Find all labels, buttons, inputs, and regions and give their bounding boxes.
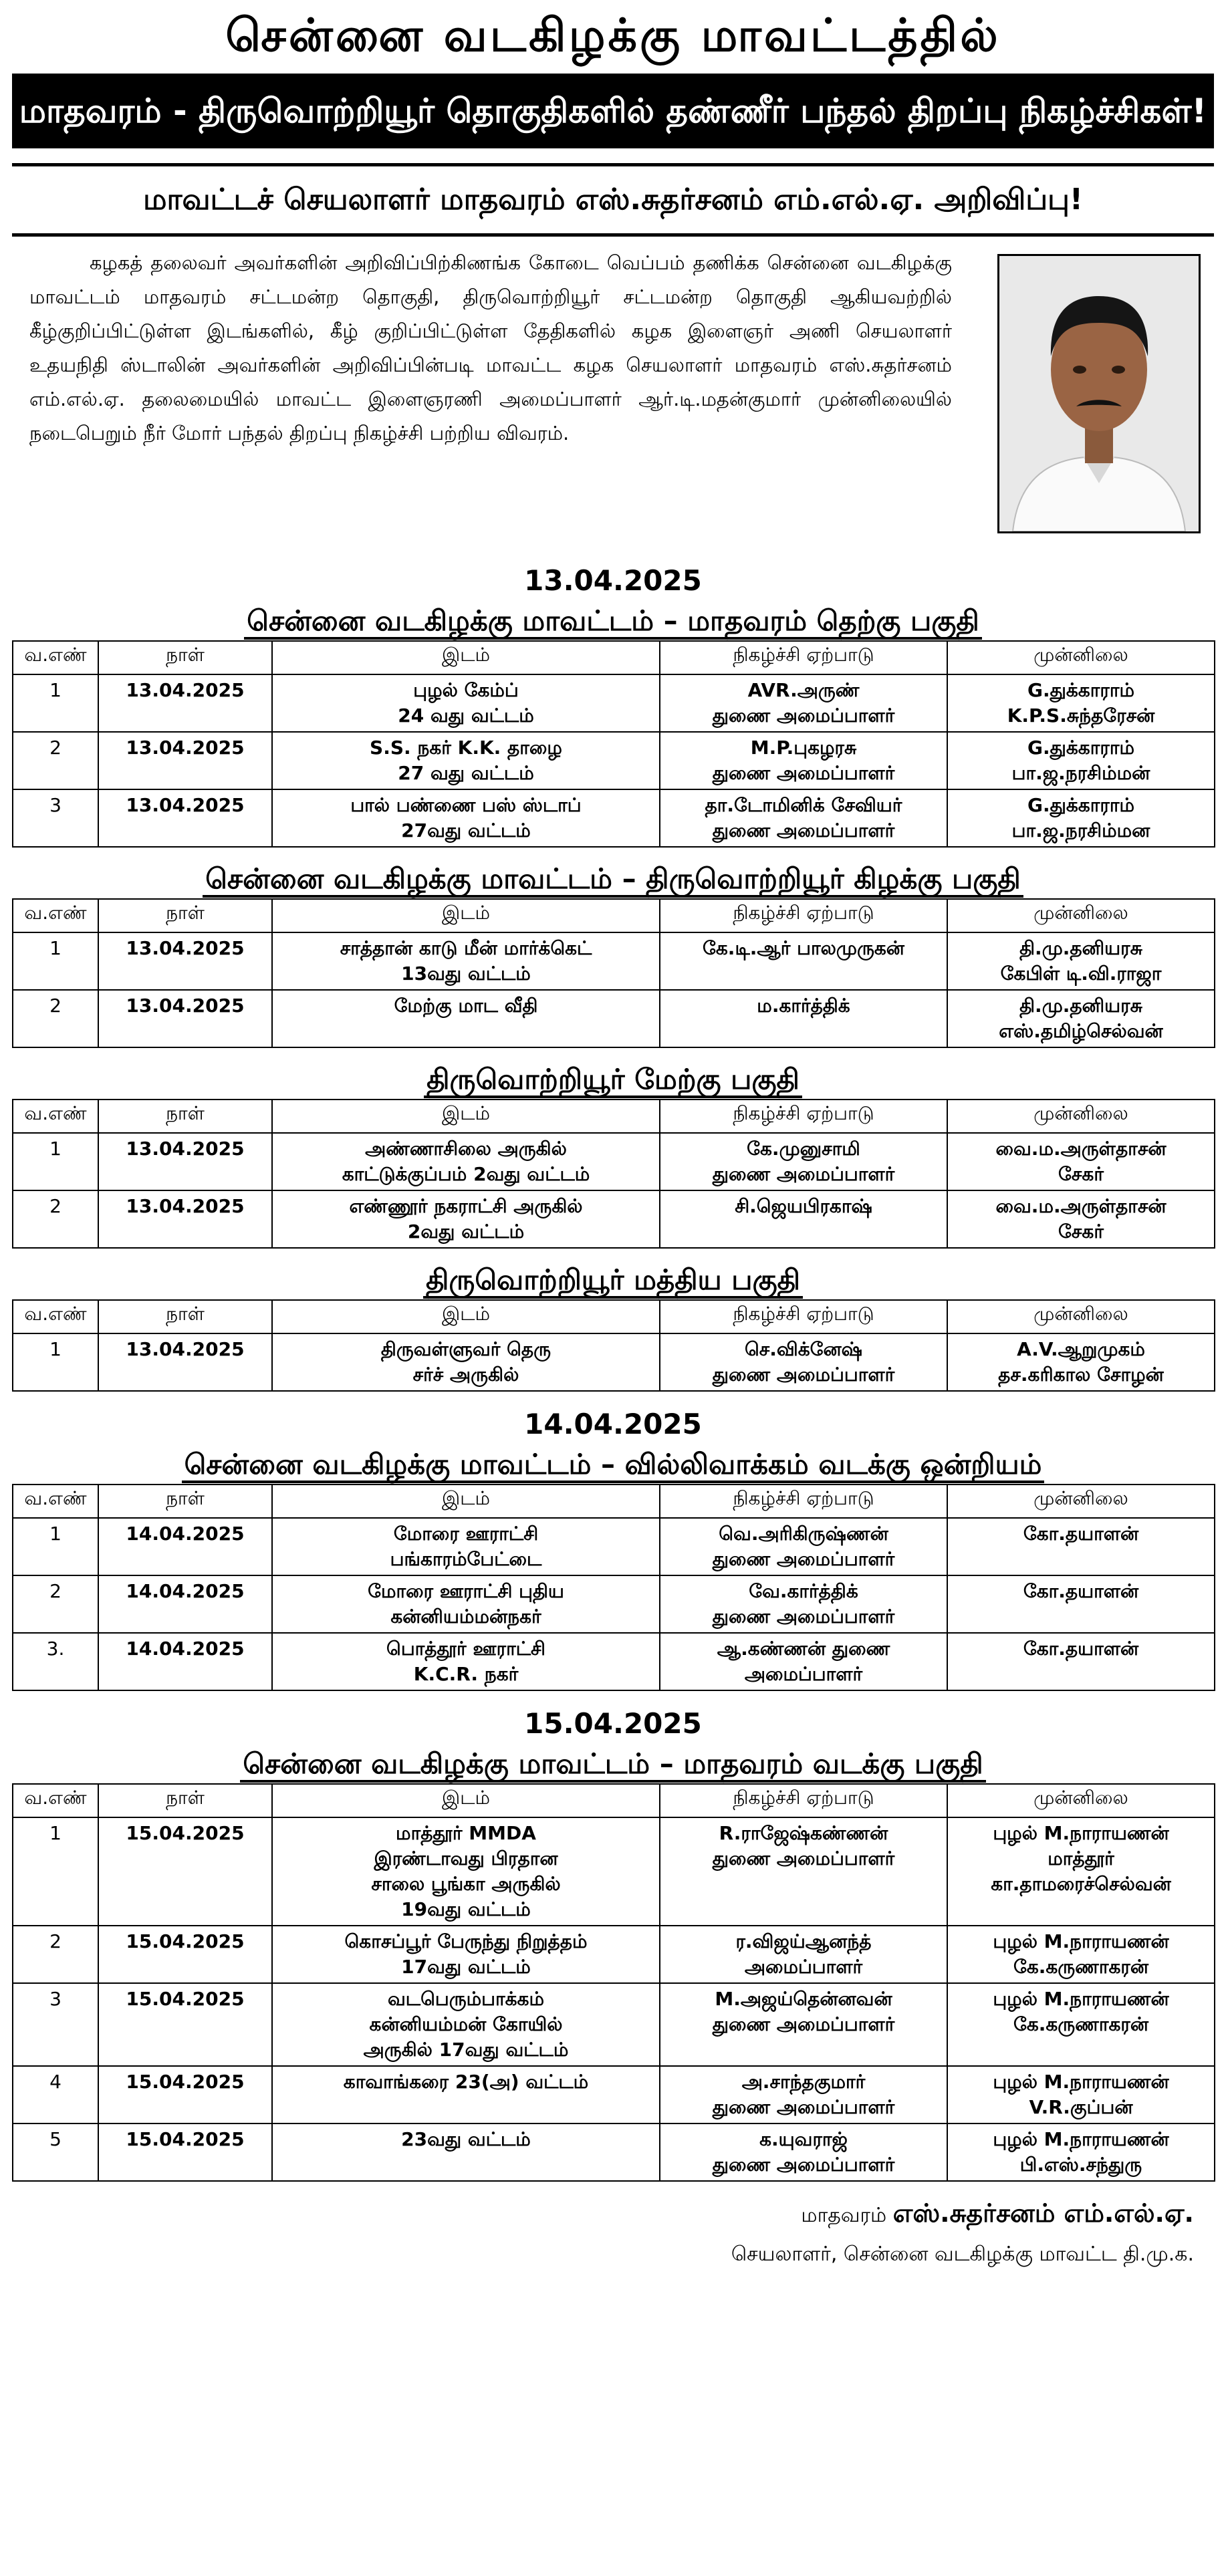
headline-event: மாதவரம் - திருவொற்றியூர் தொகுதிகளில் தண்ணீர் பந்தல் திறப்பு நிகழ்ச்சிகள்!: [12, 74, 1214, 148]
column-header: நாள்: [98, 899, 272, 932]
table-row: [13, 932, 1215, 990]
table-cell: 14.04.2025: [98, 1518, 272, 1575]
table-row: [13, 990, 1215, 1047]
table-row: [13, 1926, 1215, 1983]
table-cell: 15.04.2025: [98, 1817, 272, 1926]
table-cell: 13.04.2025: [98, 674, 272, 732]
table-cell: புழல் கேம்ப் 24 வது வட்டம்: [272, 674, 660, 732]
table-cell: 1: [13, 1133, 98, 1190]
table-cell: 15.04.2025: [98, 1926, 272, 1983]
table-row: [13, 1817, 1215, 1926]
table-cell: புழல் M.நாராயணன் கே.கருணாகரன்: [947, 1926, 1215, 1983]
table-row: [13, 2123, 1215, 2181]
section-title-text: திருவொற்றியூர் மேற்கு பகுதி: [424, 1063, 802, 1098]
column-header: முன்னிலை: [947, 899, 1215, 932]
schedule-table: [12, 1299, 1215, 1392]
table-cell: மோரை ஊராட்சி பங்காரம்பேட்டை: [272, 1518, 660, 1575]
table-cell: மோரை ஊராட்சி புதிய கன்னியம்மன்நகர்: [272, 1575, 660, 1633]
column-header: நிகழ்ச்சி ஏற்பாடு: [660, 1300, 947, 1333]
section-title: [12, 602, 1214, 640]
column-header: நாள்: [98, 1784, 272, 1817]
table-cell: எண்ணூர் நகராட்சி அருகில் 2வது வட்டம்: [272, 1190, 660, 1248]
table-header-row: [13, 1784, 1215, 1817]
table-cell: 1: [13, 932, 98, 990]
table-cell: புழல் M.நாராயணன் கே.கருணாகரன்: [947, 1983, 1215, 2066]
table-cell: கே.முனுசாமி துணை அமைப்பாளர்: [660, 1133, 947, 1190]
table-cell: கோ.தயாளன்: [947, 1633, 1215, 1690]
column-header: நிகழ்ச்சி ஏற்பாடு: [660, 641, 947, 674]
table-cell: சி.ஜெயபிரகாஷ்: [660, 1190, 947, 1248]
headline-district: சென்னை வடகிழக்கு மாவட்டத்தில்: [225, 9, 1001, 62]
table-cell: 1: [13, 674, 98, 732]
table-row: [13, 1983, 1215, 2066]
section-title: [12, 1060, 1214, 1099]
table-cell: 14.04.2025: [98, 1633, 272, 1690]
column-header: நாள்: [98, 1300, 272, 1333]
table-cell: 4: [13, 2066, 98, 2123]
table-cell: வடபெரும்பாக்கம் கன்னியம்மன் கோயில் அருகில் 17வது வட்டம்: [272, 1983, 660, 2066]
signature-block: [12, 2194, 1214, 2274]
table-cell: பொத்தூர் ஊராட்சி K.C.R. நகர்: [272, 1633, 660, 1690]
table-cell: வே.கார்த்திக் துணை அமைப்பாளர்: [660, 1575, 947, 1633]
table-cell: தி.மு.தனியரசு கேபிள் டி.வி.ராஜா: [947, 932, 1215, 990]
column-header: வ.எண்: [13, 1485, 98, 1518]
column-header: நாள்: [98, 1100, 272, 1133]
column-header: நிகழ்ச்சி ஏற்பாடு: [660, 1100, 947, 1133]
table-cell: கோ.தயாளன்: [947, 1518, 1215, 1575]
table-row: [13, 674, 1215, 732]
schedule-table: [12, 1783, 1215, 2182]
table-cell: வை.ம.அருள்தாசன் சேகர்: [947, 1190, 1215, 1248]
column-header: நாள்: [98, 1485, 272, 1518]
table-cell: 13.04.2025: [98, 1133, 272, 1190]
column-header: முன்னிலை: [947, 1784, 1215, 1817]
table-header-row: [13, 641, 1215, 674]
column-header: முன்னிலை: [947, 641, 1215, 674]
table-cell: ஆ.கண்ணன் துணை அமைப்பாளர்: [660, 1633, 947, 1690]
section-title-text: சென்னை வடகிழக்கு மாவட்டம் – திருவொற்றியூர் கிழக்கு பகுதி: [203, 862, 1023, 898]
table-row: [13, 2066, 1215, 2123]
table-cell: செ.விக்னேஷ் துணை அமைப்பாளர்: [660, 1333, 947, 1391]
table-cell: 15.04.2025: [98, 1983, 272, 2066]
column-header: வ.எண்: [13, 899, 98, 932]
schedule-table: [12, 1099, 1215, 1249]
table-cell: 15.04.2025: [98, 2066, 272, 2123]
table-cell: G.துக்காராம் K.P.S.சுந்தரேசன்: [947, 674, 1215, 732]
section-title: [12, 1261, 1214, 1299]
signature-name: எஸ்.சுதர்சனம் எம்.எல்.ஏ.: [892, 2198, 1194, 2228]
column-header: இடம்: [272, 899, 660, 932]
table-cell: கே.டி.ஆர் பாலமுருகன்: [660, 932, 947, 990]
table-cell: 2: [13, 1926, 98, 1983]
intro-paragraph: கழகத் தலைவர் அவர்களின் அறிவிப்பிற்கிணங்க கோடை வெப்பம் தணிக்க சென்னை வடகிழக்கு மாவட்டம் மாதவரம் சட்டமன்ற தொகுதி, திருவொற்றியூர் சட்டமன்ற தொகுதி ஆகியவற்றில் கீழ்குறிப்பிட்டுள்ள இடங்களில், கீழ் குறிப்பிட்டுள்ள தேதிகளில் கழக இளைஞர் அணி செயலாளர் உதயநிதி ஸ்டாலின் அவர்களின் அறிவிப்பின்படி மாவட்ட கழக செயலாளர் மாதவரம் எஸ்.சுதர்சனம் எம்.எல்.ஏ. தலைமையில் மாவட்ட இளைஞரணி அமைப்பாளர் ஆர்.டி.மதன்குமார் முன்னிலையில் நடைபெறும் நீர் மோர் பந்தல் திறப்பு நிகழ்ச்சி பற்றிய விவரம்.: [29, 251, 952, 444]
table-header-row: [13, 1100, 1215, 1133]
schedule-table: [12, 898, 1215, 1048]
schedule-table: [12, 640, 1215, 848]
column-header: இடம்: [272, 1784, 660, 1817]
table-cell: 13.04.2025: [98, 1333, 272, 1391]
table-cell: ர.விஜய்ஆனந்த் அமைப்பாளர்: [660, 1926, 947, 1983]
column-header: நாள்: [98, 641, 272, 674]
table-cell: M.அஜய்தென்னவன் துணை அமைப்பாளர்: [660, 1983, 947, 2066]
table-cell: கோ.தயாளன்: [947, 1575, 1215, 1633]
table-cell: 13.04.2025: [98, 789, 272, 847]
table-cell: மேற்கு மாட வீதி: [272, 990, 660, 1047]
section-title-text: சென்னை வடகிழக்கு மாவட்டம் – மாதவரம் தெற்கு பகுதி: [244, 604, 982, 640]
table-row: [13, 732, 1215, 789]
table-cell: 13.04.2025: [98, 990, 272, 1047]
date-heading: 15.04.2025: [524, 1707, 702, 1740]
table-header-row: [13, 1485, 1215, 1518]
table-cell: 2: [13, 990, 98, 1047]
column-header: முன்னிலை: [947, 1300, 1215, 1333]
column-header: வ.எண்: [13, 1100, 98, 1133]
table-cell: திருவள்ளுவர் தெரு சர்ச் அருகில்: [272, 1333, 660, 1391]
column-header: இடம்: [272, 641, 660, 674]
table-cell: அ.சாந்தகுமார் துணை அமைப்பாளர்: [660, 2066, 947, 2123]
column-header: வ.எண்: [13, 641, 98, 674]
column-header: நிகழ்ச்சி ஏற்பாடு: [660, 1784, 947, 1817]
table-cell: 23வது வட்டம்: [272, 2123, 660, 2181]
column-header: வ.எண்: [13, 1784, 98, 1817]
table-cell: மாத்தூர் MMDA இரண்டாவது பிரதான சாலை பூங்கா அருகில் 19வது வட்டம்: [272, 1817, 660, 1926]
column-header: இடம்: [272, 1485, 660, 1518]
table-cell: புழல் M.நாராயணன் V.R.குப்பன்: [947, 2066, 1215, 2123]
signature-role: செயலாளர், சென்னை வடகிழக்கு மாவட்ட தி.மு.க.: [731, 2242, 1194, 2266]
table-cell: 3: [13, 1983, 98, 2066]
table-row: [13, 1333, 1215, 1391]
table-row: [13, 789, 1215, 847]
column-header: முன்னிலை: [947, 1485, 1215, 1518]
table-cell: 3: [13, 789, 98, 847]
table-cell: 13.04.2025: [98, 932, 272, 990]
table-cell: ம.கார்த்திக்: [660, 990, 947, 1047]
intro-block: [12, 246, 1214, 560]
table-cell: G.துக்காராம் பா.ஜ.நரசிம்மன்: [947, 732, 1215, 789]
table-row: [13, 1190, 1215, 1248]
table-cell: 14.04.2025: [98, 1575, 272, 1633]
table-cell: G.துக்காராம் பா.ஜ.நரசிம்மன: [947, 789, 1215, 847]
section-title-text: திருவொற்றியூர் மத்திய பகுதி: [423, 1263, 803, 1299]
date-heading: 14.04.2025: [524, 1408, 702, 1440]
table-header-row: [13, 1300, 1215, 1333]
schedule-table: [12, 1484, 1215, 1691]
table-cell: க.யுவராஜ் துணை அமைப்பாளர்: [660, 2123, 947, 2181]
portrait-figure-icon: [999, 256, 1199, 531]
table-cell: R.ராஜேஷ்கண்ணன் துணை அமைப்பாளர்: [660, 1817, 947, 1926]
table-cell: வை.ம.அருள்தாசன் சேகர்: [947, 1133, 1215, 1190]
signature-place: மாதவரம்: [801, 2204, 887, 2227]
table-cell: 5: [13, 2123, 98, 2181]
table-cell: அண்ணாசிலை அருகில் காட்டுக்குப்பம் 2வது வட்டம்: [272, 1133, 660, 1190]
table-cell: 1: [13, 1333, 98, 1391]
column-header: நிகழ்ச்சி ஏற்பாடு: [660, 1485, 947, 1518]
table-cell: 1: [13, 1817, 98, 1926]
table-header-row: [13, 899, 1215, 932]
table-cell: 2: [13, 1190, 98, 1248]
table-cell: பால் பண்ணை பஸ் ஸ்டாப் 27வது வட்டம்: [272, 789, 660, 847]
section-title: [12, 1445, 1214, 1484]
table-row: [13, 1133, 1215, 1190]
column-header: இடம்: [272, 1100, 660, 1133]
column-header: வ.எண்: [13, 1300, 98, 1333]
table-cell: 13.04.2025: [98, 732, 272, 789]
table-cell: S.S. நகர் K.K. தாழை 27 வது வட்டம்: [272, 732, 660, 789]
table-cell: 1: [13, 1518, 98, 1575]
table-row: [13, 1633, 1215, 1690]
section-title-text: சென்னை வடகிழக்கு மாவட்டம் – வில்லிவாக்கம் வடக்கு ஒன்றியம்: [182, 1448, 1045, 1483]
headline-announcer: மாவட்டச் செயலாளர் மாதவரம் எஸ்.சுதர்சனம் எம்.எல்.ஏ. அறிவிப்பு!: [12, 163, 1214, 237]
table-cell: கொசப்பூர் பேருந்து நிறுத்தம் 17வது வட்டம்: [272, 1926, 660, 1983]
table-cell: 3.: [13, 1633, 98, 1690]
table-cell: AVR.அருண் துணை அமைப்பாளர்: [660, 674, 947, 732]
portrait-photo: [997, 254, 1201, 533]
date-heading: 13.04.2025: [524, 564, 702, 597]
column-header: முன்னிலை: [947, 1100, 1215, 1133]
table-cell: புழல் M.நாராயணன் மாத்தூர் கா.தாமரைச்செல்வன்: [947, 1817, 1215, 1926]
table-cell: தா.டோமினிக் சேவியர் துணை அமைப்பாளர்: [660, 789, 947, 847]
section-title: [12, 1745, 1214, 1783]
table-cell: புழல் M.நாராயணன் பி.எஸ்.சந்துரு: [947, 2123, 1215, 2181]
table-cell: 2: [13, 732, 98, 789]
column-header: நிகழ்ச்சி ஏற்பாடு: [660, 899, 947, 932]
table-cell: 13.04.2025: [98, 1190, 272, 1248]
table-cell: 15.04.2025: [98, 2123, 272, 2181]
section-title-text: சென்னை வடகிழக்கு மாவட்டம் – மாதவரம் வடக்கு பகுதி: [240, 1747, 985, 1783]
table-cell: சாத்தான் காடு மீன் மார்க்கெட் 13வது வட்டம்: [272, 932, 660, 990]
section-title: [12, 860, 1214, 898]
table-cell: A.V.ஆறுமுகம் தச.கரிகால சோழன்: [947, 1333, 1215, 1391]
table-cell: காவாங்கரை 23(அ) வட்டம்: [272, 2066, 660, 2123]
table-cell: M.P.புகழரசு துணை அமைப்பாளர்: [660, 732, 947, 789]
table-cell: 2: [13, 1575, 98, 1633]
table-row: [13, 1518, 1215, 1575]
column-header: இடம்: [272, 1300, 660, 1333]
table-row: [13, 1575, 1215, 1633]
table-cell: வெ.அரிகிருஷ்ணன் துணை அமைப்பாளர்: [660, 1518, 947, 1575]
table-cell: தி.மு.தனியரசு எஸ்.தமிழ்செல்வன்: [947, 990, 1215, 1047]
signature-line: [12, 2194, 1194, 2235]
